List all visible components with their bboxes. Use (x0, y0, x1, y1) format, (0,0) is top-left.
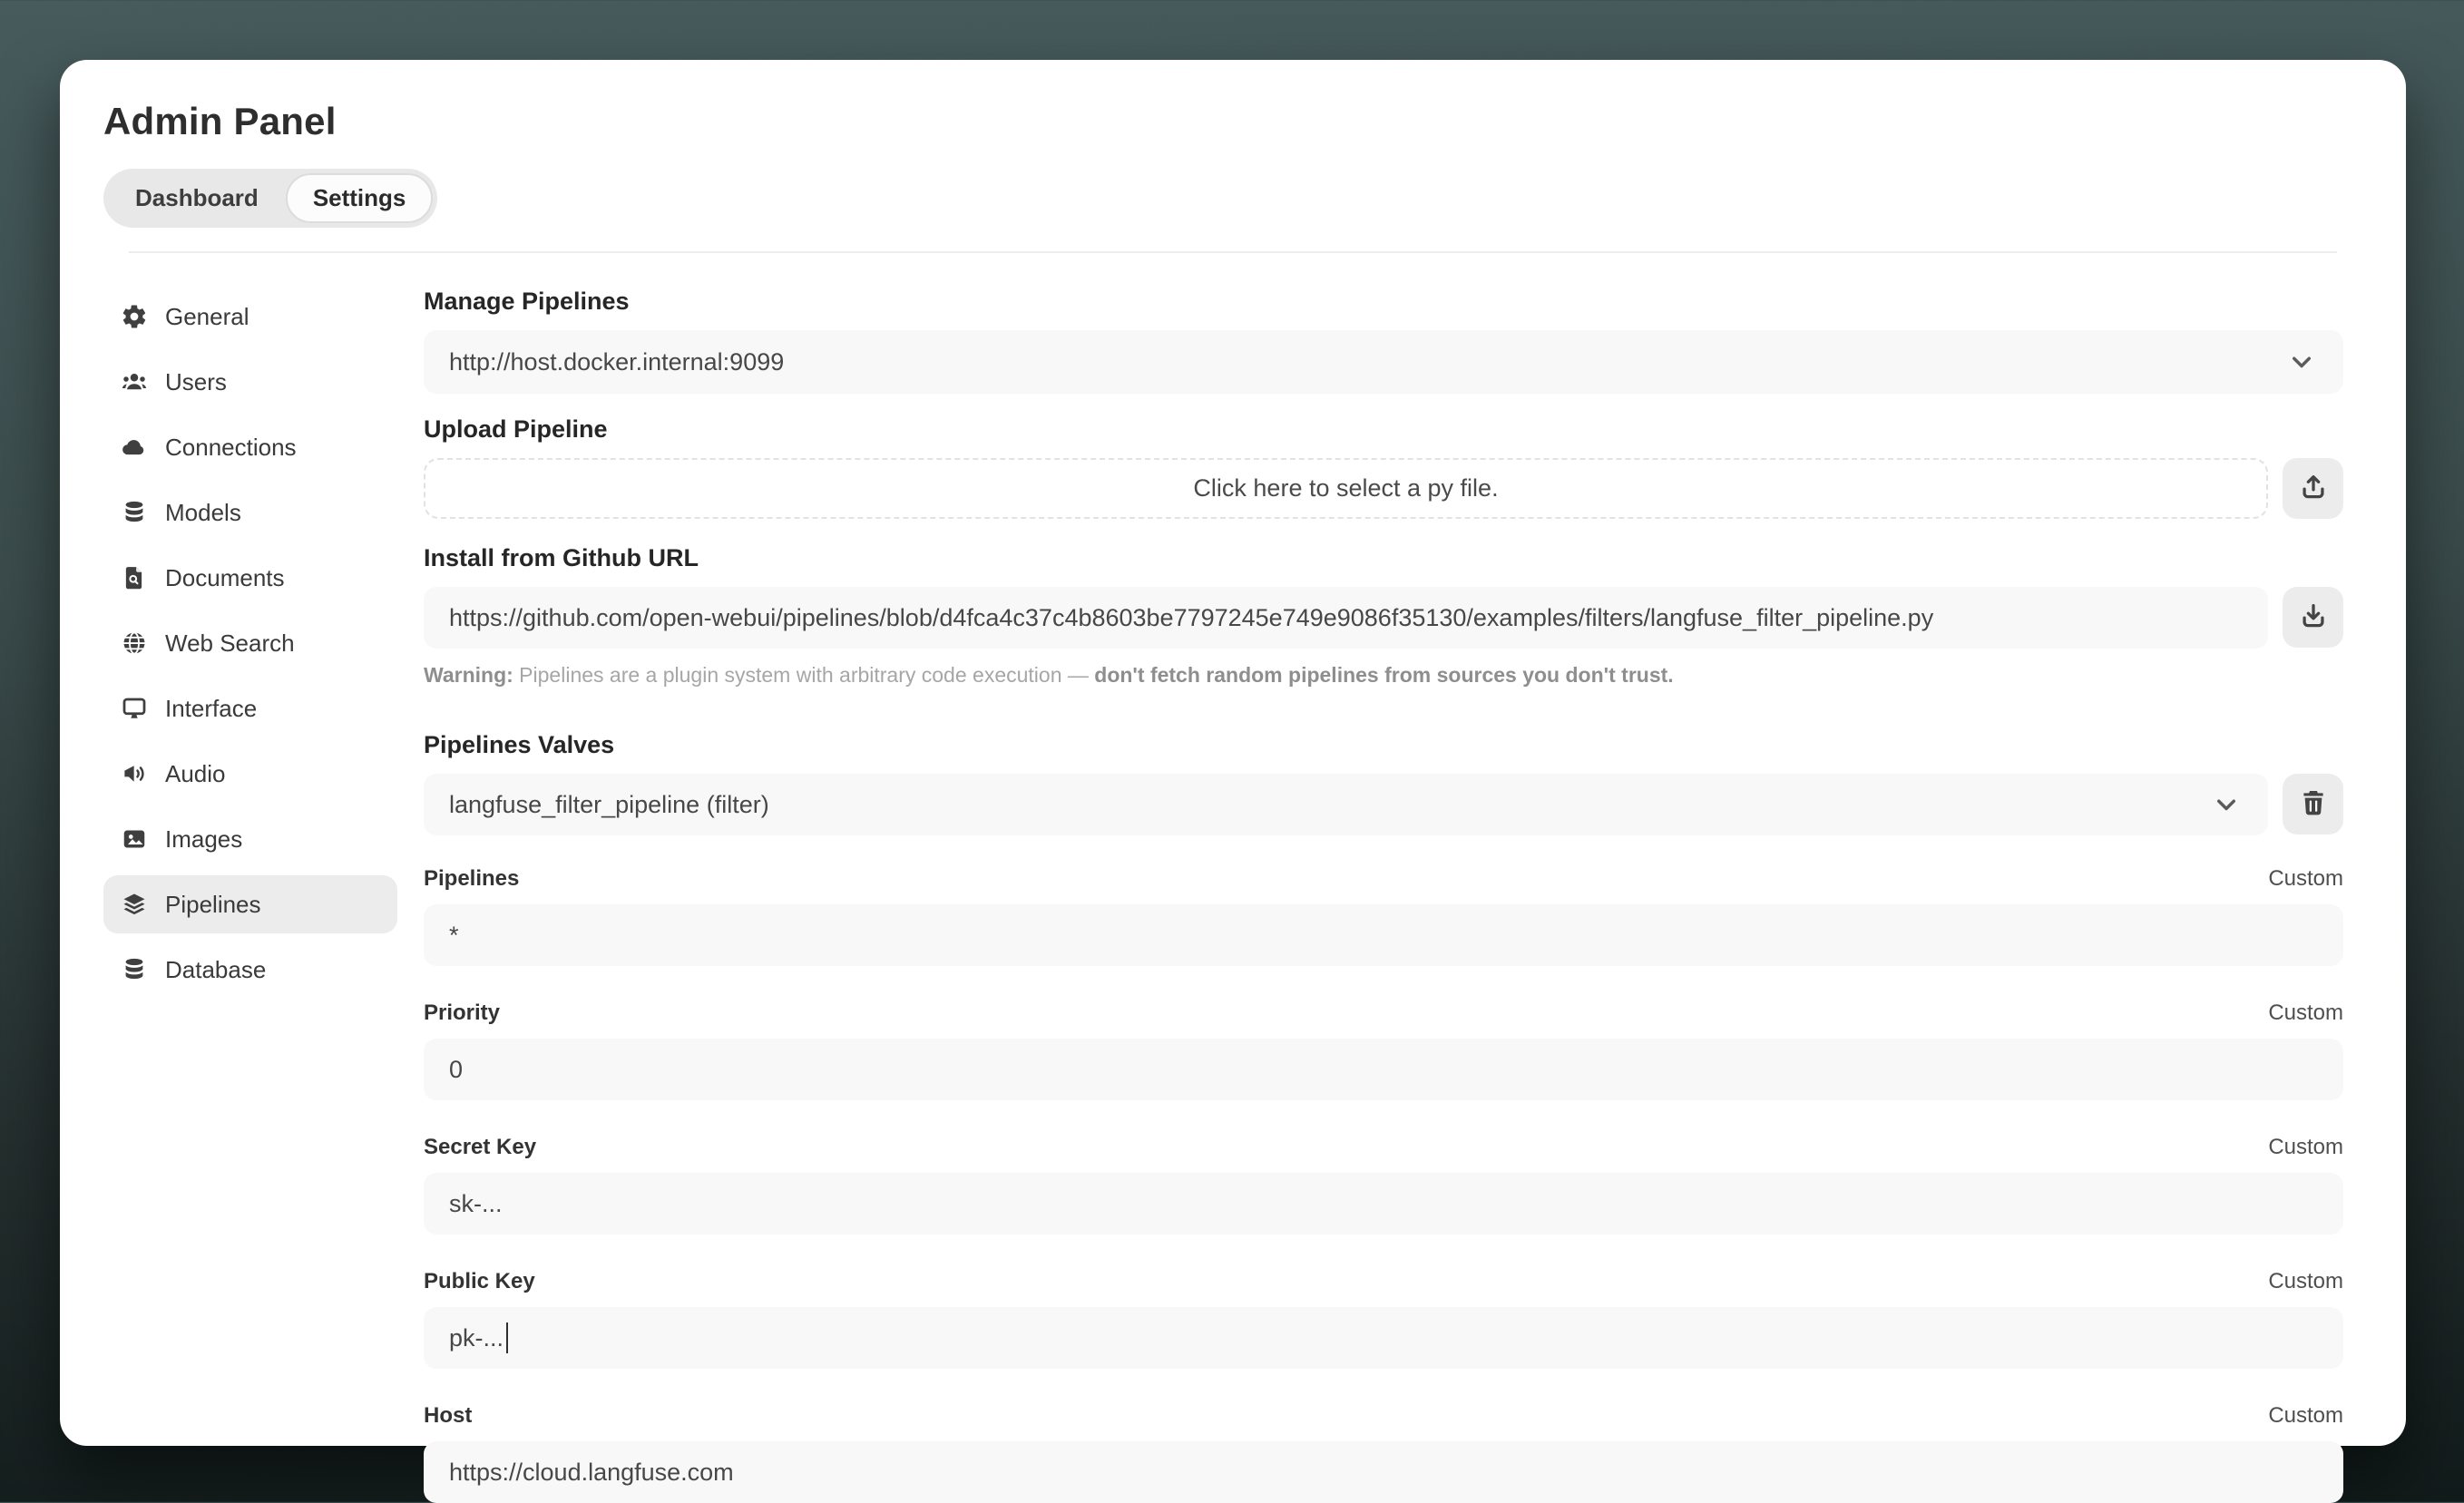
database-icon (120, 955, 149, 984)
sidebar-item-web-search[interactable] (103, 614, 397, 672)
layers-icon (120, 890, 149, 919)
sidebar-item-users[interactable] (103, 353, 397, 411)
sidebar-item-label: Audio (165, 759, 226, 787)
upload-button[interactable] (2283, 458, 2343, 519)
valve-pipeline-select[interactable] (424, 774, 2268, 835)
valve-label: Pipelines (424, 866, 520, 891)
sidebar-item-label: Web Search (165, 629, 295, 657)
valve-field-public-key (424, 1269, 2343, 1369)
upload-pipeline-row (424, 458, 2343, 519)
photo-icon (120, 825, 149, 854)
custom-badge: Custom (2268, 1000, 2343, 1025)
pipelines-valves-label: Pipelines Valves (424, 731, 615, 758)
sidebar-item-images[interactable] (103, 810, 397, 868)
sidebar-item-database[interactable] (103, 941, 397, 999)
sidebar-item-connections[interactable] (103, 418, 397, 476)
pipelines-warning (424, 663, 2343, 688)
sidebar-item-label: Pipelines (165, 890, 261, 918)
install-github-label: Install from Github URL (424, 544, 699, 571)
cloud-icon (120, 433, 149, 462)
sidebar-item-general[interactable] (103, 288, 397, 346)
sidebar-item-label: Users (165, 367, 227, 395)
admin-panel-window (60, 60, 2406, 1486)
sidebar-item-label: Models (165, 498, 241, 526)
github-url-value: https://github.com/open-webui/pipelines/blob/d4fca4c37c4b8603be7797245e749e9086f35130/examples/filters/langfuse_filter_pipeline.py (449, 603, 1934, 631)
delete-pipeline-button[interactable] (2283, 774, 2343, 834)
valve-value: 0 (449, 1055, 464, 1083)
users-icon (120, 367, 149, 396)
gear-icon (120, 302, 149, 331)
pipeline-url-value: http://host.docker.internal:9099 (449, 347, 785, 376)
chevron-down-icon (2285, 346, 2318, 378)
valve-secret-key-input[interactable] (424, 1173, 2343, 1235)
sidebar-item-models[interactable] (103, 483, 397, 542)
page-title: Admin Panel (103, 100, 337, 142)
trash-icon (2298, 787, 2329, 821)
valve-label: Priority (424, 1000, 501, 1025)
warning-prefix: Warning: (424, 663, 513, 687)
warning-emphasis: don't fetch random pipelines from sources you don't trust. (1094, 663, 1674, 687)
valve-label: Public Key (424, 1269, 535, 1293)
valve-value: pk-... (449, 1323, 504, 1352)
text-cursor (506, 1322, 508, 1353)
globe-icon (120, 629, 149, 658)
valve-field-pipelines (424, 866, 2343, 966)
py-file-dropzone[interactable] (424, 458, 2268, 519)
valve-pipelines-input[interactable] (424, 904, 2343, 966)
header (60, 60, 2406, 253)
install-github-row (424, 587, 2343, 649)
valve-value: https://cloud.langfuse.com (449, 1458, 734, 1486)
valve-label: Secret Key (424, 1135, 537, 1159)
pipelines-settings-panel (424, 288, 2343, 1486)
tab-dashboard[interactable]: Dashboard (135, 184, 259, 211)
valve-field-host (424, 1403, 2343, 1503)
sidebar-item-label: Database (165, 955, 267, 983)
warning-body: Pipelines are a plugin system with arbitrary code execution — (513, 663, 1095, 687)
valve-label: Host (424, 1403, 473, 1428)
github-url-input[interactable] (424, 587, 2268, 649)
sidebar-item-audio[interactable] (103, 745, 397, 803)
install-download-button[interactable] (2283, 587, 2343, 648)
valve-field-secret-key (424, 1135, 2343, 1235)
sidebar-item-label: Connections (165, 433, 297, 461)
valve-value: sk-... (449, 1189, 503, 1217)
tab-group (103, 169, 437, 228)
custom-badge: Custom (2268, 866, 2343, 891)
sidebar-item-label: Interface (165, 694, 258, 722)
dropzone-text: Click here to select a py file. (1193, 474, 1499, 502)
manage-pipelines-label: Manage Pipelines (424, 288, 630, 315)
chevron-down-icon (2210, 788, 2243, 821)
custom-badge: Custom (2268, 1403, 2343, 1428)
valve-host-input[interactable] (424, 1441, 2343, 1503)
speaker-icon (120, 759, 149, 788)
database-icon (120, 498, 149, 527)
pipelines-valves-section (424, 731, 2343, 1503)
valve-pipeline-value: langfuse_filter_pipeline (filter) (449, 790, 769, 818)
sidebar-item-interface[interactable] (103, 679, 397, 737)
custom-badge: Custom (2268, 1135, 2343, 1159)
upload-icon (2298, 472, 2329, 505)
sidebar-item-pipelines[interactable] (103, 875, 397, 933)
valve-value: * (449, 921, 459, 949)
settings-body (60, 253, 2406, 1486)
tab-settings[interactable]: Settings (286, 173, 434, 223)
valve-priority-input[interactable] (424, 1039, 2343, 1100)
monitor-icon (120, 694, 149, 723)
custom-badge: Custom (2268, 1269, 2343, 1293)
download-icon (2298, 600, 2329, 634)
valves-select-row (424, 774, 2343, 835)
sidebar-item-label: Images (165, 825, 243, 853)
sidebar-item-label: Documents (165, 563, 285, 591)
valve-public-key-input[interactable] (424, 1307, 2343, 1369)
sidebar-item-label: General (165, 302, 249, 330)
upload-pipeline-label: Upload Pipeline (424, 415, 608, 443)
document-search-icon (120, 563, 149, 592)
settings-sidebar (103, 288, 397, 1446)
pipeline-url-select[interactable] (424, 330, 2343, 394)
valve-field-priority (424, 1000, 2343, 1100)
sidebar-item-documents[interactable] (103, 549, 397, 607)
